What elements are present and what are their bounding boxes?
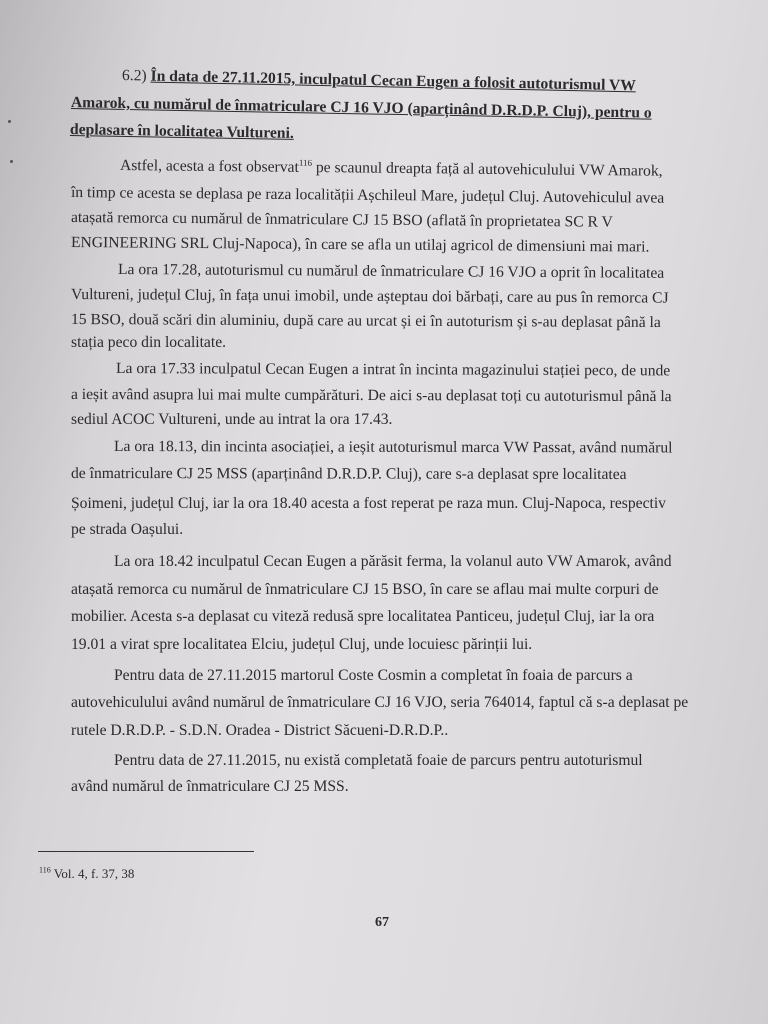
paragraph-2-line-4: stația peco din localitate. <box>71 334 227 351</box>
margin-mark <box>10 160 13 163</box>
paragraph-1-line-2: în timp ce acesta se deplasa pe raza localității Așchileul Mare, județul Cluj. Autovehiculul avea <box>70 184 665 207</box>
paragraph-5-line-3: mobilier. Acesta s-a deplasat cu viteză redusă spre localitatea Panticeu, județul Cluj, iar la ora <box>71 608 655 625</box>
footnote-reference: 116 <box>298 157 313 168</box>
footnote-marker: 116 <box>39 865 51 875</box>
footnote-text: Vol. 4, f. 37, 38 <box>53 866 135 881</box>
paragraph-6-line-3: rutele D.R.D.P. - S.D.N. Oradea - District Săcueni-D.R.D.P.. <box>71 722 449 739</box>
paragraph-3-line-3: sediul ACOC Vultureni, unde au intrat la ora 17.43. <box>71 411 393 428</box>
paragraph-7-line-1: Pentru data de 27.11.2015, nu există completată foaie de parcurs pentru autoturismul <box>114 752 643 769</box>
paragraph-6-line-2: autovehiculului având numărul de înmatriculare CJ 16 VJO, seria 764014, faptul că s-a deplasat pe <box>71 694 689 711</box>
paragraph-5-line-4: 19.01 a virat spre localitatea Elciu, județul Cluj, unde locuiesc părinții lui. <box>71 636 533 653</box>
page-number: 67 <box>375 915 389 930</box>
paragraph-4-line-3: Șoimeni, județul Cluj, iar la ora 18.40 acesta a fost reperat pe raza mun. Cluj-Napoca, respectiv <box>71 495 666 512</box>
paragraph-6-line-1: Pentru data de 27.11.2015 martorul Coste Cosmin a completat în foaia de parcurs a <box>114 667 633 684</box>
footnote-separator <box>38 851 254 852</box>
paragraph-1-line-3: atașată remorca cu numărul de înmatriculare CJ 15 BSO (aflată în proprietatea SC R V <box>70 209 613 231</box>
paragraph-text: pe scaunul dreapta față al autovehiculului VW Amarok, <box>311 159 663 180</box>
paragraph-5-line-1: La ora 18.42 inculpatul Cecan Eugen a părăsit ferma, la volanul auto VW Amarok, având <box>114 553 672 570</box>
section-heading-line-2: Amarok, cu numărul de înmatriculare CJ 16 VJO (aparținând D.R.D.P. Cluj), pentru o <box>70 94 652 122</box>
paragraph-2-line-3: 15 BSO, două scări din aluminiu, după care au urcat și ei în autoturism și s-au deplasat până la <box>70 311 661 332</box>
margin-mark <box>8 120 11 123</box>
paragraph-4-line-2: de înmatriculare CJ 25 MSS (aparținând D.R.D.P. Cluj), care s-a deplasat spre localitatea <box>70 465 627 483</box>
paragraph-3-line-1: La ora 17.33 inculpatul Cecan Eugen a intrat în incinta magazinului stației peco, de unde <box>115 360 671 380</box>
paragraph-3-line-2: a ieșit având asupra lui mai multe cumpărături. De aici s-au deplasat toți cu autoturismul până la <box>70 386 672 406</box>
section-number: 6.2) <box>121 67 147 85</box>
paragraph-2-line-1: La ora 17.28, autoturismul cu numărul de înmatriculare CJ 16 VJO a oprit în localitatea <box>117 261 665 282</box>
paragraph-1-line-4: ENGINEERING SRL Cluj-Napoca), în care se afla un utilaj agricol de dimensiuni mai mari. <box>70 234 650 256</box>
footnote <box>39 866 134 882</box>
paragraph-4-line-4: pe strada Oașului. <box>71 521 184 538</box>
paragraph-text: Astfel, acesta a fost observat <box>119 157 299 176</box>
paragraph-5-line-2: atașată remorca cu numărul de înmatriculare CJ 15 BSO, în care se aflau mai multe corpuri de <box>71 581 659 598</box>
paragraph-7-line-2: având numărul de înmatriculare CJ 25 MSS. <box>71 778 349 795</box>
section-heading-text: În data de 27.11.2015, inculpatul Cecan Eugen a folosit autoturismul VW <box>150 67 637 95</box>
section-heading-line-3: deplasare în localitatea Vultureni. <box>69 121 294 142</box>
paragraph-4-line-1: La ora 18.13, din incinta asociației, a ieșit autoturismul marca VW Passat, având numărul <box>113 438 673 457</box>
paragraph-1-line-1 <box>120 156 663 182</box>
paragraph-2-line-2: Vultureni, județul Cluj, în fața unui imobil, unde așteptau doi bărbați, care au pus în remorca CJ <box>70 286 669 307</box>
section-heading-line-1 <box>122 66 636 96</box>
